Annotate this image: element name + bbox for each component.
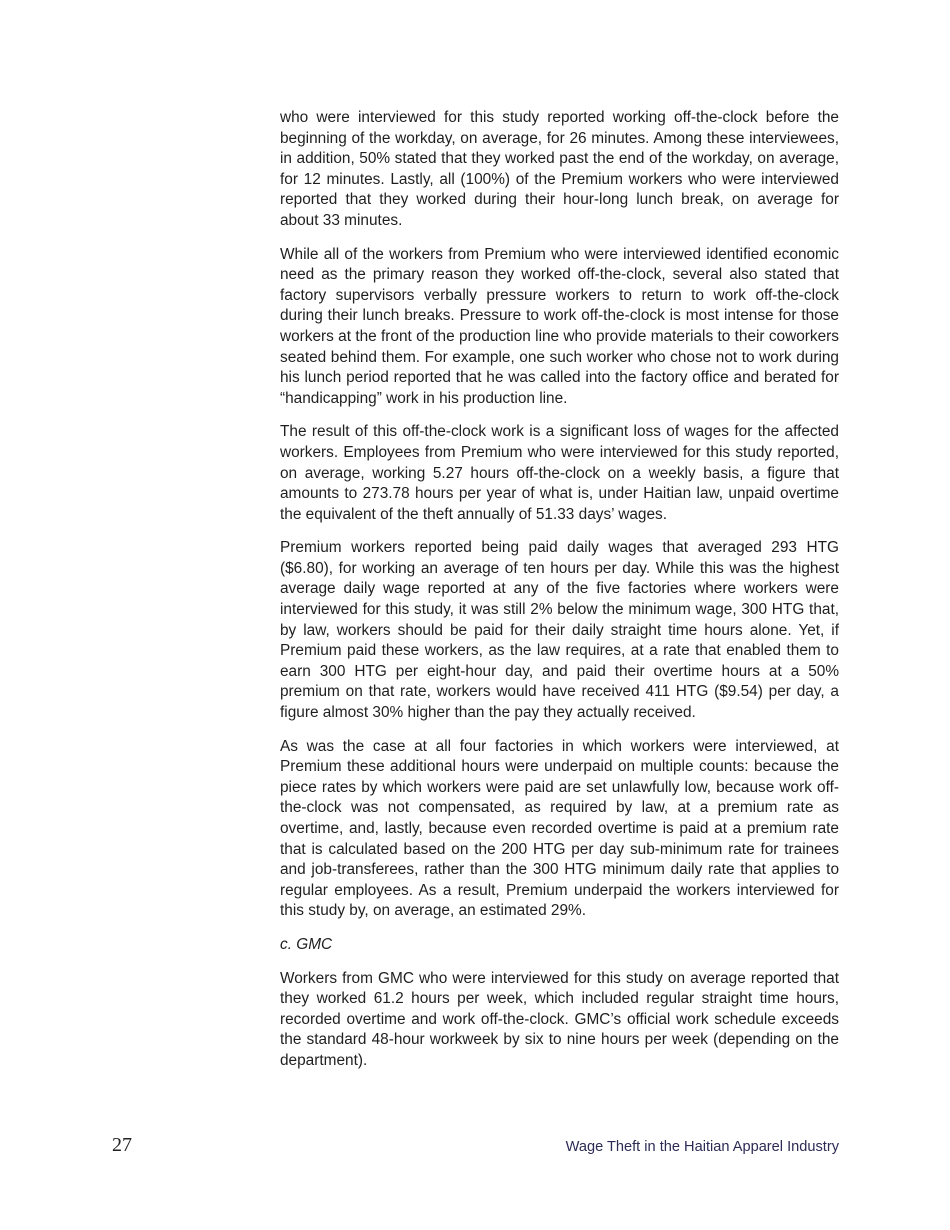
paragraph-daily-wages: Premium workers reported being paid daily wages that averaged 293 HTG ($6.80), for working an average of ten hours per day. While this was the highest average daily wage reported at any of the five factories where workers were interviewed for this study, it was still 2% below the minimum wage, 300 HTG that, by law, workers should be paid for their daily straight time hours alone. Yet, if Premium paid these workers, as the law requires, at a rate that enabled them to earn 300 HTG per eight-hour day, and paid their overtime hours at a 50% premium on that rate, workers would have received 411 HTG ($9.54) per day, a figure almost 30% higher than the pay they actually received. [280, 539, 839, 722]
paragraph-gmc-hours: Workers from GMC who were interviewed for this study on average reported that they worked 61.2 hours per week, which included regular straight time hours, recorded overtime and work off-the-clock. GMC’s official work schedule exceeds the standard 48-hour workweek by six to nine hours per week (depending on the department). [280, 969, 839, 1069]
running-footer-title: Wage Theft in the Haitian Apparel Industry [565, 1139, 839, 1155]
paragraph-premium-offclock-timing: who were interviewed for this study reported working off-the-clock before the beginning of the workday, on average, for 26 minutes. Among these interviewees, in addition, 50% stated that they worked past the end of the workday, on average, for 12 minutes. Lastly, all (100%) of the Premium workers who were interviewed reported that they worked during their hour-long lunch break, on average for about 33 minutes. [280, 109, 839, 229]
paragraph-wage-loss: The result of this off-the-clock work is a significant loss of wages for the affected workers. Employees from Premium who were interviewed for this study reported, on average, working 5.27 hours off-the-clock on a weekly basis, a figure that amounts to 273.78 hours per year of what is, under Haitian law, unpaid overtime the equivalent of the theft annually of 51.33 days’ wages. [280, 423, 839, 523]
section-subheading-gmc: c. GMC [280, 935, 333, 953]
paragraph-underpayment: As was the case at all four factories in which workers were interviewed, at Premium these additional hours were underpaid on multiple counts: because the piece rates by which workers were paid are set unlawfully low, because work off-the-clock was not compensated, as required by law, at a premium rate as overtime, and, lastly, because even recorded overtime is paid at a premium rate that is calculated based on the 200 HTG per day sub-minimum rate for trainees and job-transferees, rather than the 300 HTG minimum daily rate that applies to regular employees. As a result, Premium underpaid the workers interviewed for this study by, on average, an estimated 29%. [280, 737, 839, 920]
paragraph-supervisor-pressure: While all of the workers from Premium who were interviewed identified economic need as the primary reason they worked off-the-clock, several also stated that factory supervisors verbally pressure workers to return to work off-the-clock during their lunch breaks. Pressure to work off-the-clock is most intense for those workers at the front of the production line who provide materials to their coworkers seated behind them. For example, one such worker who chose not to work during his lunch period reported that he was called into the factory office and berated for “handicapping” work in his production line. [280, 245, 839, 407]
page-number: 27 [112, 1134, 132, 1156]
document-body [280, 108, 839, 1085]
